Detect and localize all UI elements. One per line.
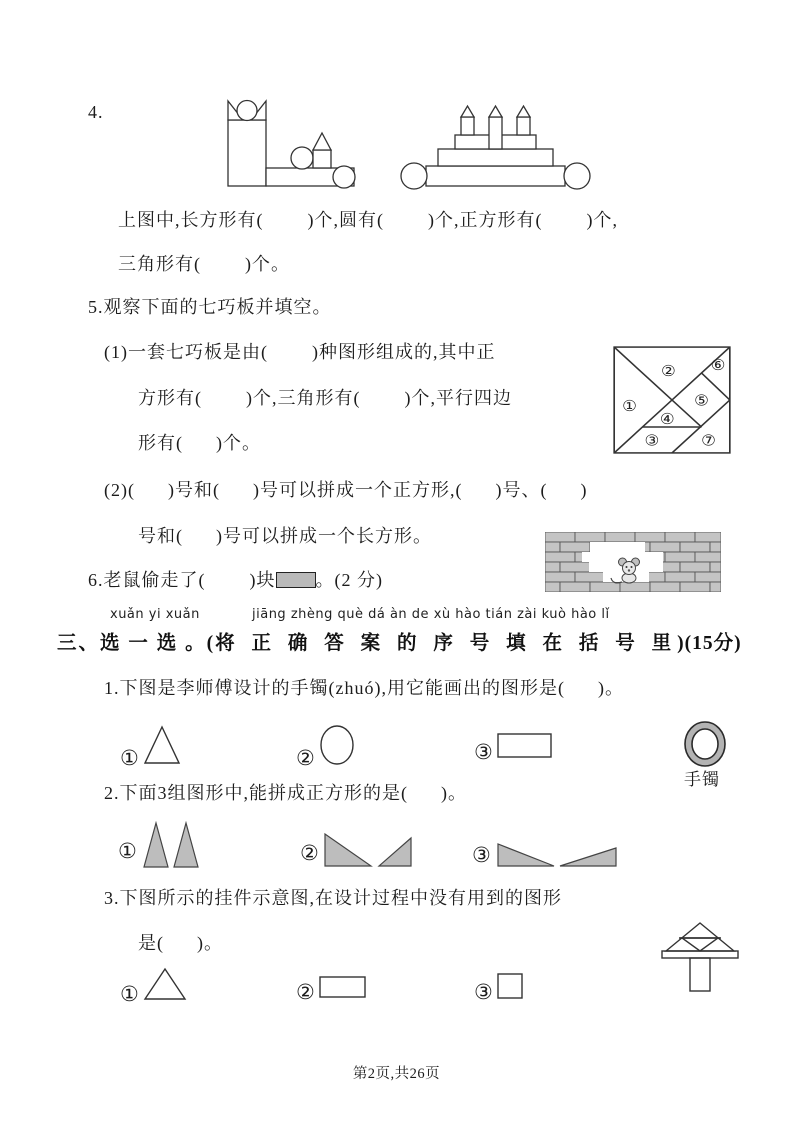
square-outline-icon (496, 972, 524, 1000)
tower-with-crown (228, 101, 266, 187)
triangle-outline-icon (142, 966, 188, 1002)
page-footer: 第2页,共26页 (352, 1066, 441, 1082)
circle-outline-icon (318, 722, 356, 766)
q6-text-post: 。(2 分) (315, 570, 383, 590)
heading-pinyin-a: xuǎn yi xuǎn (110, 607, 200, 622)
tangram-label-4: ④ (659, 409, 675, 428)
s3q1-option-1 (120, 724, 182, 770)
option-number: ③ (474, 740, 493, 764)
q5-part1-line3: 形有( )个。 (138, 433, 261, 453)
two-thin-triangles-icon (494, 836, 618, 870)
section3-heading (57, 627, 742, 655)
q6-text-pre: 6.老鼠偷走了( )块 (88, 570, 276, 590)
tangram-label-6: ⑥ (710, 355, 726, 374)
bracelet-ring-icon (682, 720, 728, 770)
s3q3-option-1 (120, 966, 188, 1006)
bracelet-label: 手镯 (684, 770, 720, 789)
heading-pinyin-b: jiāng zhèng què dá àn de xù hào tián zài kuò hào lǐ (252, 607, 610, 622)
q5-part1-line2: 方形有( )个,三角形有( )个,平行四边 (138, 388, 512, 408)
triangle-outline-icon (142, 724, 182, 766)
pendant-figure (650, 921, 750, 993)
two-tall-triangles-icon (140, 820, 202, 870)
option-number: ① (120, 746, 139, 770)
brick-wall-figure (545, 532, 721, 592)
option-number: ② (300, 841, 319, 865)
option-number: ① (120, 982, 139, 1006)
s3q2-option-3 (472, 836, 618, 870)
rectangle-outline-icon (318, 974, 368, 1000)
tangram-figure (613, 346, 731, 454)
option-number: ② (296, 980, 315, 1004)
q5-part2-line1: (2)( )号和( )号可以拼成一个正方形,( )号、( ) (104, 480, 588, 500)
building-blocks-figure-right (398, 104, 593, 194)
q5-title: 5.观察下面的七巧板并填空。 (88, 297, 332, 317)
heading-prefix: 三、选 一 选 。( (57, 633, 216, 654)
two-right-triangles-icon (322, 828, 414, 870)
s3q3-option-3 (474, 972, 524, 1004)
rectangle-outline-icon (496, 730, 554, 760)
building-blocks-figure-left (213, 98, 363, 190)
s3q3-option-2 (296, 974, 368, 1004)
q5-part1-line1: (1)一套七巧板是由( )种图形组成的,其中正 (104, 342, 496, 362)
option-number: ① (118, 839, 137, 863)
s3q1-option-2 (296, 722, 356, 770)
tangram-label-5: ⑤ (694, 391, 709, 410)
s3q1-text: 1.下图是李师傅设计的手镯(zhuó),用它能画出的图形是( )。 (104, 678, 624, 698)
s3q3-line1: 3.下图所示的挂件示意图,在设计过程中没有用到的图形 (104, 888, 562, 908)
q4-line1: 上图中,长方形有( )个,圆有( )个,正方形有( )个, (118, 210, 618, 230)
option-number: ② (296, 746, 315, 770)
s3q3-line2: 是( )。 (138, 933, 223, 953)
tangram-label-7: ⑦ (701, 431, 716, 450)
tangram-label-2: ② (661, 361, 676, 381)
q4-number: 4. (88, 102, 104, 122)
q6-line (88, 568, 383, 592)
tangram-label-3: ③ (644, 431, 660, 450)
tangram-label-1: ① (622, 396, 637, 415)
option-number: ③ (474, 980, 493, 1004)
option-number: ③ (472, 843, 491, 867)
s3q2-text: 2.下面3组图形中,能拼成正方形的是( )。 (104, 783, 467, 803)
heading-suffix: )(15分) (677, 633, 742, 654)
s3q1-option-3 (474, 730, 554, 764)
q4-line2: 三角形有( )个。 (118, 254, 290, 274)
heading-mid: 将 正 确 答 案 的 序 号 填 在 括 号 里 (215, 633, 678, 654)
s3q2-option-1 (118, 820, 202, 870)
base-row (266, 133, 355, 188)
q5-part2-line2: 号和( )号可以拼成一个长方形。 (138, 526, 432, 546)
brick-rectangle-icon (276, 572, 316, 588)
s3q2-option-2 (300, 828, 414, 870)
